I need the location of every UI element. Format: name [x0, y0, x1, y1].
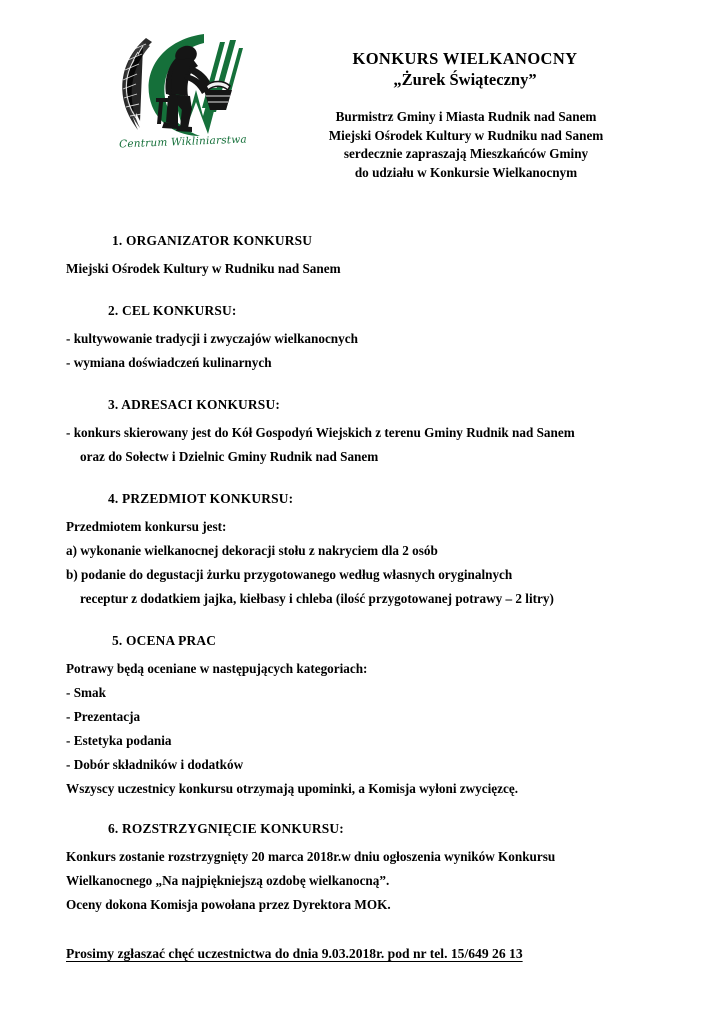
- section-rozstrzygniecie: [0, 820, 724, 914]
- title-line-2: „Żurek Świąteczny”: [393, 70, 537, 89]
- subtitle-line-4: do udziału w Konkursie Wielkanocnym: [354, 164, 578, 180]
- section-6-line-2: Wielkanocnego „Na najpiękniejszą ozdobę wielkanocną”.: [66, 873, 390, 888]
- section-1-heading: 1. ORGANIZATOR KONKURSU: [112, 233, 313, 248]
- section-4-line-1: Przedmiotem konkursu jest:: [66, 519, 227, 534]
- subtitle-line-1: Burmistrz Gminy i Miasta Rudnik nad Sanem: [335, 109, 597, 124]
- section-2-line-2: - wymiana doświadczeń kulinarnych: [66, 355, 272, 370]
- section-5-heading: 5. OCENA PRAC: [112, 633, 217, 648]
- section-4-heading: 4. PRZEDMIOT KONKURSU:: [108, 491, 294, 506]
- section-5-closing: Wszyscy uczestnicy konkursu otrzymają upominki, a Komisja wyłoni zwycięzcę.: [66, 781, 519, 796]
- section-3-line-2: oraz do Sołectw i Dzielnic Gminy Rudnik nad Sanem: [80, 449, 379, 464]
- document-body: [0, 200, 724, 964]
- section-4-item-b: b) podanie do degustacji żurku przygotowanego według własnych oryginalnych: [66, 567, 513, 582]
- section-6-heading: 6. ROZSTRZYGNIĘCIE KONKURSU:: [108, 821, 344, 836]
- organizer-invitation: [296, 108, 636, 182]
- section-6-line-3: Oceny dokona Komisja powołana przez Dyrektora MOK.: [66, 897, 391, 912]
- section-2-heading: 2. CEL KONKURSU:: [108, 303, 237, 318]
- section-organizator: [0, 232, 724, 278]
- section-3-heading: 3. ADRESACI KONKURSU:: [108, 397, 280, 412]
- section-4-item-a: a) wykonanie wielkanocnej dekoracji stołu z nakryciem dla 2 osób: [66, 543, 438, 558]
- section-6-line-1: Konkurs zostanie rozstrzygnięty 20 marca 2018r.w dniu ogłoszenia wyników Konkursu: [66, 849, 556, 864]
- criterion-dobor: - Dobór składników i dodatków: [66, 757, 244, 772]
- section-4-item-b-cont: receptur z dodatkiem jajka, kiełbasy i chleba (ilość przygotowanej potrawy – 2 litry): [80, 591, 554, 606]
- section-5-line-1: Potrawy będą oceniane w następujących kategoriach:: [66, 661, 368, 676]
- section-przedmiot: [0, 490, 724, 608]
- criterion-smak: - Smak: [66, 685, 106, 700]
- organization-logo: [112, 24, 247, 164]
- document-title: [300, 48, 630, 91]
- criterion-prezentacja: - Prezentacja: [66, 709, 141, 724]
- title-line-1: KONKURS WIELKANOCNY: [352, 49, 578, 68]
- logo-caption: Centrum Wikliniarstwa: [118, 133, 248, 151]
- contact-note: Prosimy zgłaszać chęć uczestnictwa do dnia 9.03.2018r. pod nr tel. 15/649 26 13: [66, 946, 523, 961]
- subtitle-line-3: serdecznie zapraszają Mieszkańców Gminy: [343, 146, 589, 162]
- section-ocena: [0, 632, 724, 798]
- weaver-logo-icon: [112, 24, 247, 142]
- section-cel: [0, 302, 724, 372]
- document-header: [0, 0, 724, 200]
- subtitle-line-2: Miejski Ośrodek Kultury w Rudniku nad Sanem: [328, 127, 604, 143]
- section-1-line-1: Miejski Ośrodek Kultury w Rudniku nad Sanem: [66, 261, 341, 276]
- criterion-estetyka: - Estetyka podania: [66, 733, 172, 748]
- section-2-line-1: - kultywowanie tradycji i zwyczajów wielkanocnych: [66, 331, 358, 346]
- section-adresaci: [0, 396, 724, 466]
- section-3-line-1: - konkurs skierowany jest do Kół Gospodyń Wiejskich z terenu Gminy Rudnik nad Sanem: [66, 425, 575, 440]
